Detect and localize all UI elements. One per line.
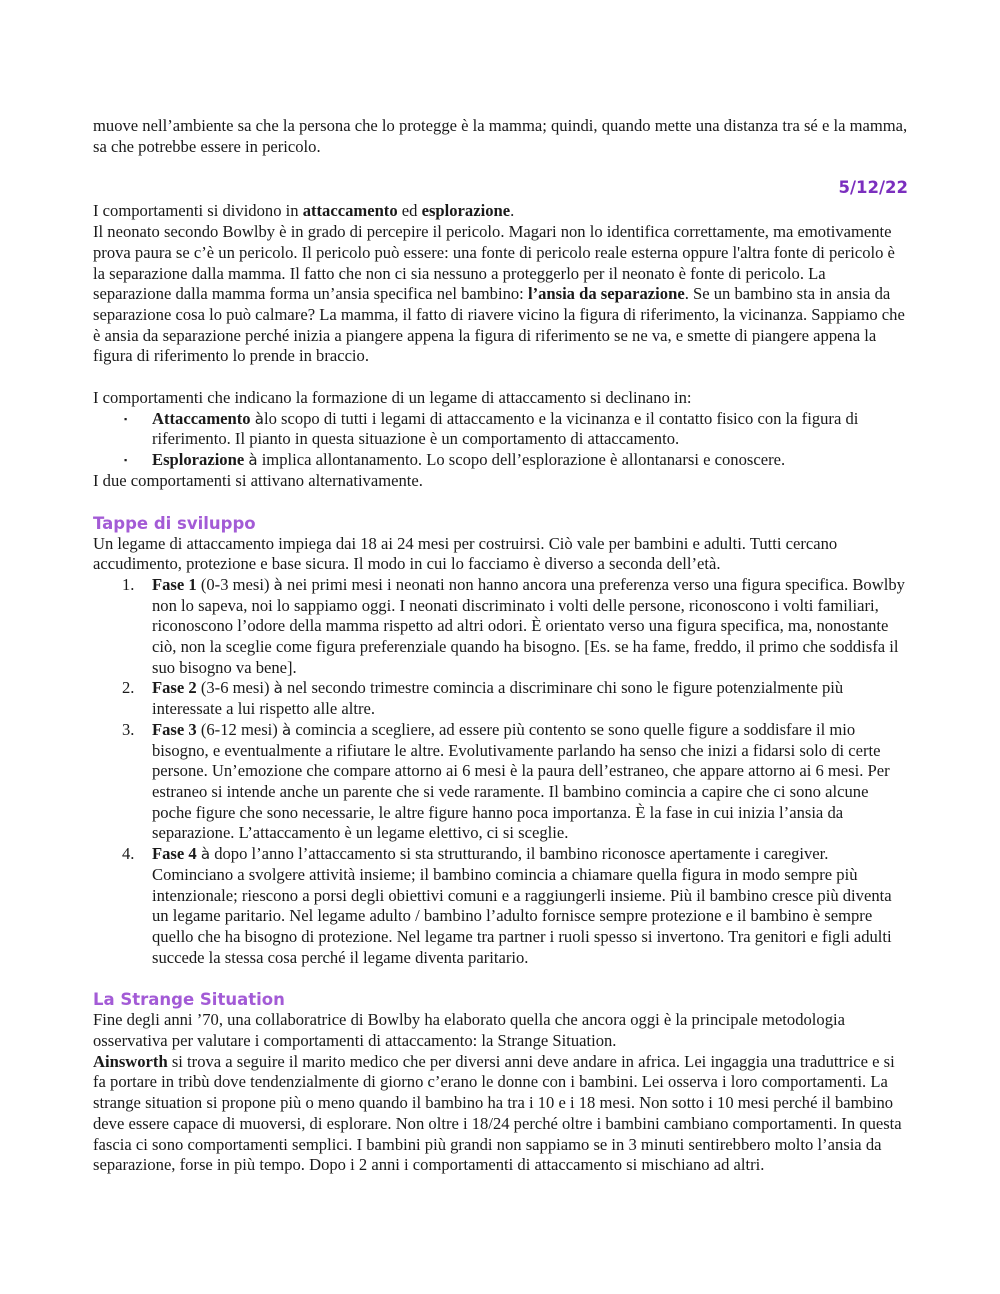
- arrow-icon: à: [248, 451, 258, 470]
- spacer: [93, 367, 908, 388]
- bullet-text: implica allontanamento. Lo scopo dell’esplorazione è allontanarsi e conoscere.: [257, 450, 786, 470]
- item-number: 2.: [122, 678, 135, 698]
- esplorazione-term: esplorazione: [421, 201, 511, 221]
- ainsworth-term: Ainsworth: [93, 1051, 168, 1071]
- item-number: 4.: [122, 844, 135, 864]
- behaviors-text: .: [510, 201, 515, 221]
- spacer: [93, 968, 908, 989]
- phase-term: Fase 4: [152, 844, 197, 864]
- arrow-icon: à: [254, 409, 264, 428]
- list-item: [93, 575, 908, 679]
- closing-line: I due comportamenti si attivano alternativamente.: [93, 470, 423, 490]
- stages-list: [93, 575, 908, 968]
- arrow-icon: à: [281, 720, 292, 739]
- strange-situation-heading: La Strange Situation: [93, 990, 285, 1010]
- bullet-term: Esplorazione: [152, 450, 249, 470]
- phase-text: dopo l’anno l’attaccamento si sta strutturando, il bambino riconosce apertamente i caregiver. Cominciano a svolgere attività insieme; il bambino comincia a chiamare quella figura in modo sempre più intenzionale; riescono a porsi degli obiettivi comuni e a raggiungerli insieme. Più il bambino cresce più diventa un legame paritario. Nel legame adulto / bambino l’adulto fornisce sempre protezione e il bambino è sempre quello che ha bisogno di protezione. Nel legame tra partner i ruoli spesso si invertono. Tra genitori e figli adulti succede la stessa cosa perché il legame diventa paritario.: [152, 844, 892, 967]
- stages-heading: Tappe di sviluppo: [93, 513, 256, 533]
- phase-text: nel secondo trimestre comincia a discriminare chi sono le figure potenzialmente più interessate a lui rispetto alle altre.: [152, 678, 844, 719]
- bullet-term: Attaccamento: [152, 408, 255, 428]
- separation-anxiety-term: l’ansia da separazione: [527, 284, 685, 304]
- behaviors-text: I comportamenti si dividono in: [93, 201, 303, 221]
- bullet-icon: ▪: [124, 413, 128, 424]
- stages-intro: Un legame di attaccamento impiega dai 18 ai 24 mesi per costruirsi. Ciò vale per bambini e adulti. Tutti cercano accudimento, protezione e base sicura. Il modo in cui lo facciamo è diverso a seconda dell’età.: [93, 533, 838, 574]
- intro-continuation-paragraph: muove nell’ambiente sa che la persona che lo protegge è la mamma; quindi, quando mette una distanza tra sé e la mamma, sa che potrebbe essere in pericolo.: [93, 116, 908, 156]
- list-item: [93, 450, 908, 471]
- phase-range: (0-3 mesi): [196, 574, 274, 594]
- phase-text: nei primi mesi i neonati non hanno ancora una preferenza verso una figura specifica. Bowlby non lo sapeva, noi lo sappiamo oggi. I neonati discriminato i volti delle persone, riconoscono i volti familiari, riconoscono l’odore della mamma rispetto ad altri odori. È orientato verso una figura specifica, ma, nonostante ciò, non la sceglie come figura preferenziale quando ha bisogno. [Es. se ha fame, freddo, il primo che soddisfa il suo bisogno va bene].: [152, 574, 905, 677]
- document-page: [93, 116, 908, 1176]
- list-item: [93, 844, 908, 968]
- bullet-icon: ▪: [124, 455, 128, 466]
- phase-text: comincia a scegliere, ad essere più contento se sono quelle figure a soddisfare il mio bisogno, e eventualmente a rifiutare le altre. Evolutivamente parlando ha senso che inizi a fidarsi solo di certe persone. Un’emozione che compare attorno ai 6 mesi è la paura dell’estraneo, che appare attorno ai 6 mesi. Per estraneo si intende anche un parente che si vede raramente. Il bambino comincia a capire che ci sono alcune poche figure che sono necessarie, le altre figure hanno poca importanza. È la fase in cui inizia l’ansia da separazione. L’attaccamento è un legame elettivo, ci si sceglie.: [152, 719, 890, 843]
- phase-range: (6-12 mesi): [196, 719, 282, 739]
- behaviors-paragraph: [93, 201, 908, 222]
- bowlby-text: . Se un bambino sta in ansia da separazione cosa lo può calmare? La mamma, il fatto di riavere vicino la figura di riferimento, la vicinanza. Sappiamo che è ansia da separazione perché inizia a piangere appena la figura di riferimento se ne va, e smette di piangere appena la figura di riferimento lo prende in braccio.: [93, 284, 905, 366]
- phase-term: Fase 2: [152, 678, 197, 698]
- bowlby-text: Il neonato secondo Bowlby è in grado di percepire il pericolo. Magari non lo identifica correttamente, ma emotivamente prova paura se c’è un pericolo. Il pericolo può essere: una fonte di pericolo reale esterna oppure l'altra fonte di pericolo è la separazione dalla mamma. Il fatto che non ci sia nessuno a proteggerlo per il neonato è fonte di pericolo. La separazione dalla mamma forma un’ansia specifica nel bambino:: [93, 222, 895, 304]
- behaviors-text: ed: [397, 201, 422, 221]
- list-item: [93, 678, 908, 719]
- date-label: 5/12/22: [838, 178, 908, 198]
- ainsworth-text: si trova a seguire il marito medico che per diversi anni deve andare in africa. Lei ingaggia una traduttrice e si fa portare in tribù dove tendenzialmente di giorno c’erano le donne con i bambini. Lei osserva i loro comportamenti. La strange situation si propone più o meno quando il bambino ha tra i 10 e i 18 mesi. Non sotto i 10 mesi perché il bambino deve essere capace di muoversi, di esplorare. Non oltre i 18/24 perché oltre i bambini cambiano comportamenti. In questa fascia ci sono comportamenti semplici. I bambini più grandi non sappiamo se in 3 minuti sentirebbero molto l’ansia da separazione, forse in più tempo. Dopo i 2 anni i comportamenti di attaccamento si mischiano ad altri.: [93, 1051, 902, 1175]
- strange-situation-paragraph: Fine degli anni ’70, una collaboratrice di Bowlby ha elaborato quella che ancora oggi è la principale metodologia osservativa per valutare i comportamenti di attaccamento: la Strange Situation.: [93, 1010, 845, 1051]
- list-item: [93, 720, 908, 844]
- phase-range: (3-6 mesi): [196, 678, 274, 698]
- arrow-icon: à: [273, 679, 283, 698]
- item-number: 3.: [122, 719, 135, 739]
- bullet-text: lo scopo di tutti i legami di attaccamento e la vicinanza e il contatto fisico con la figura di riferimento. Il pianto in questa situazione è un comportamento di attaccamento.: [152, 408, 859, 449]
- behaviors-list: [93, 409, 908, 471]
- list-item: [93, 409, 908, 450]
- spacer: [93, 492, 908, 513]
- arrow-icon: à: [273, 575, 283, 594]
- ainsworth-paragraph: [93, 1052, 908, 1176]
- bowlby-paragraph: [93, 222, 908, 367]
- phase-term: Fase 1: [152, 574, 197, 594]
- attaccamento-term: attaccamento: [302, 201, 398, 221]
- arrow-icon: à: [200, 845, 211, 864]
- phase-term: Fase 3: [152, 719, 197, 739]
- item-number: 1.: [122, 574, 135, 594]
- list-intro: I comportamenti che indicano la formazione di un legame di attaccamento si declinano in:: [93, 388, 692, 408]
